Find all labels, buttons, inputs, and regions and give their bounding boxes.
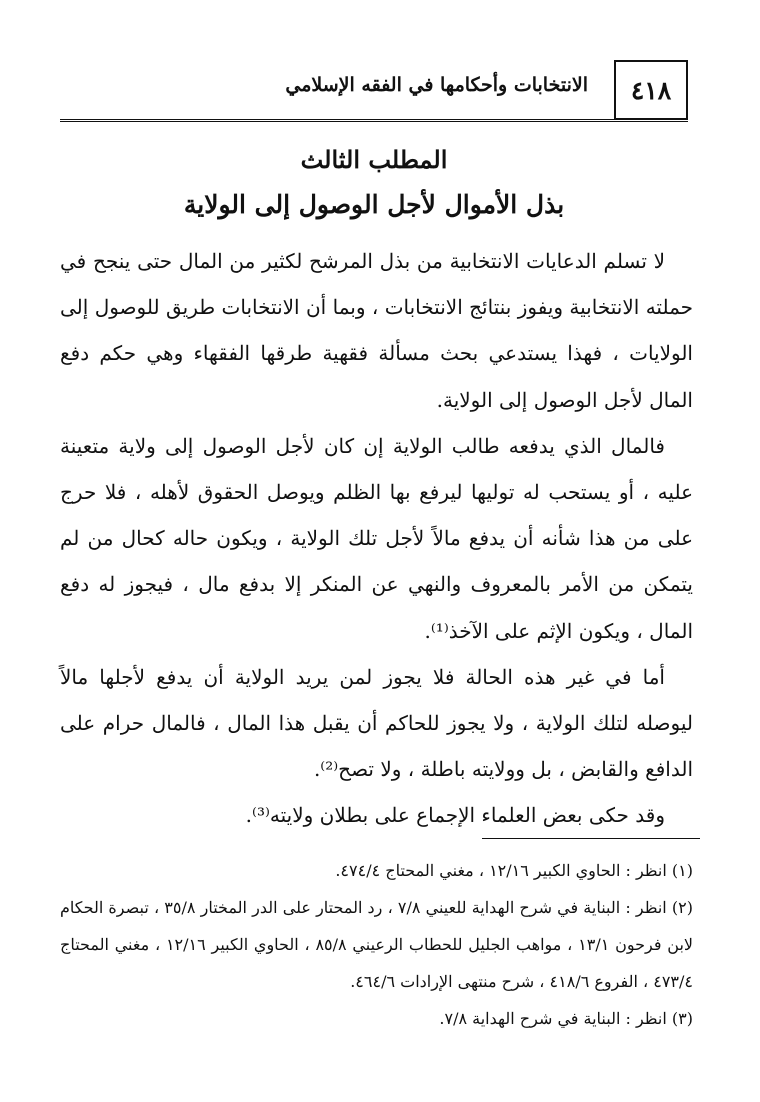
footnote: (٣) انظر : البناية في شرح الهداية ٧/٨. (439, 1009, 693, 1028)
page-header (60, 60, 688, 122)
section-title: المطلب الثالث (300, 145, 448, 174)
footnotes (60, 852, 693, 1037)
section-subtitle: بذل الأموال لأجل الوصول إلى الولاية (183, 190, 565, 219)
paragraph: لا تسلم الدعايات الانتخابية من بذل المرشح لكثير من المال حتى ينجح في حملته الانتخابية ويفوز بنتائج الانتخابات ، وبما أن الانتخابات طريق للوصول إلى الولايات ، فهذا يستدعي بحث مسألة فقهية طرقها الفقهاء وهي حكم دفع المال لأجل الوصول إلى الولاية. (60, 249, 693, 412)
footnote: (١) انظر : الحاوي الكبير ١٢/١٦ ، مغني المحتاج ٤٧٤/٤. (335, 861, 693, 880)
paragraph: وقد حكى بعض العلماء الإجماع على بطلان ولايته⁽³⁾. (245, 803, 665, 828)
footnote-separator (482, 838, 700, 839)
body-text (60, 238, 693, 839)
paragraph: فالمال الذي يدفعه طالب الولاية إن كان لأجل الوصول إلى ولاية متعينة عليه ، أو يستحب له توليها ليرفع بها الظلم ويوصل الحقوق لأهله ، فلا حرج على من هذا شأنه أن يدفع مالاً لأجل تلك الولاية ، ويكون حاله كحال من لم يتمكن من الأمر بالمعروف والنهي عن المنكر إلا بدفع مال ، فيجوز له دفع المال ، ويكون الإثم على الآخذ⁽¹⁾. (60, 433, 693, 643)
page-number: ٤١٨ (614, 60, 688, 120)
running-title: الانتخابات وأحكامها في الفقه الإسلامي (285, 74, 588, 96)
footnote: (٢) انظر : البناية في شرح الهداية للعيني ٧/٨ ، رد المحتار على الدر المختار ٣٥/٨ ، تبصرة الحكام لابن فرحون ١٣/١ ، مواهب الجليل للحطاب الرعيني ٨٥/٨ ، الحاوي الكبير ١٢/١٦ ، مغني المحتاج ٤٧٣/٤ ، الفروع ٤١٨/٦ ، شرح منتهى الإرادات ٤٦٤/٦. (60, 898, 694, 991)
paragraph: أما في غير هذه الحالة فلا يجوز لمن يريد الولاية أن يدفع لأجلها مالاً ليوصله لتلك الولاية ، ولا يجوز للحاكم أن يقبل هذا المال ، فالمال حرام على الدافع والقابض ، بل وولايته باطلة ، ولا تصح⁽²⁾. (60, 664, 693, 782)
header-rule (60, 119, 688, 122)
